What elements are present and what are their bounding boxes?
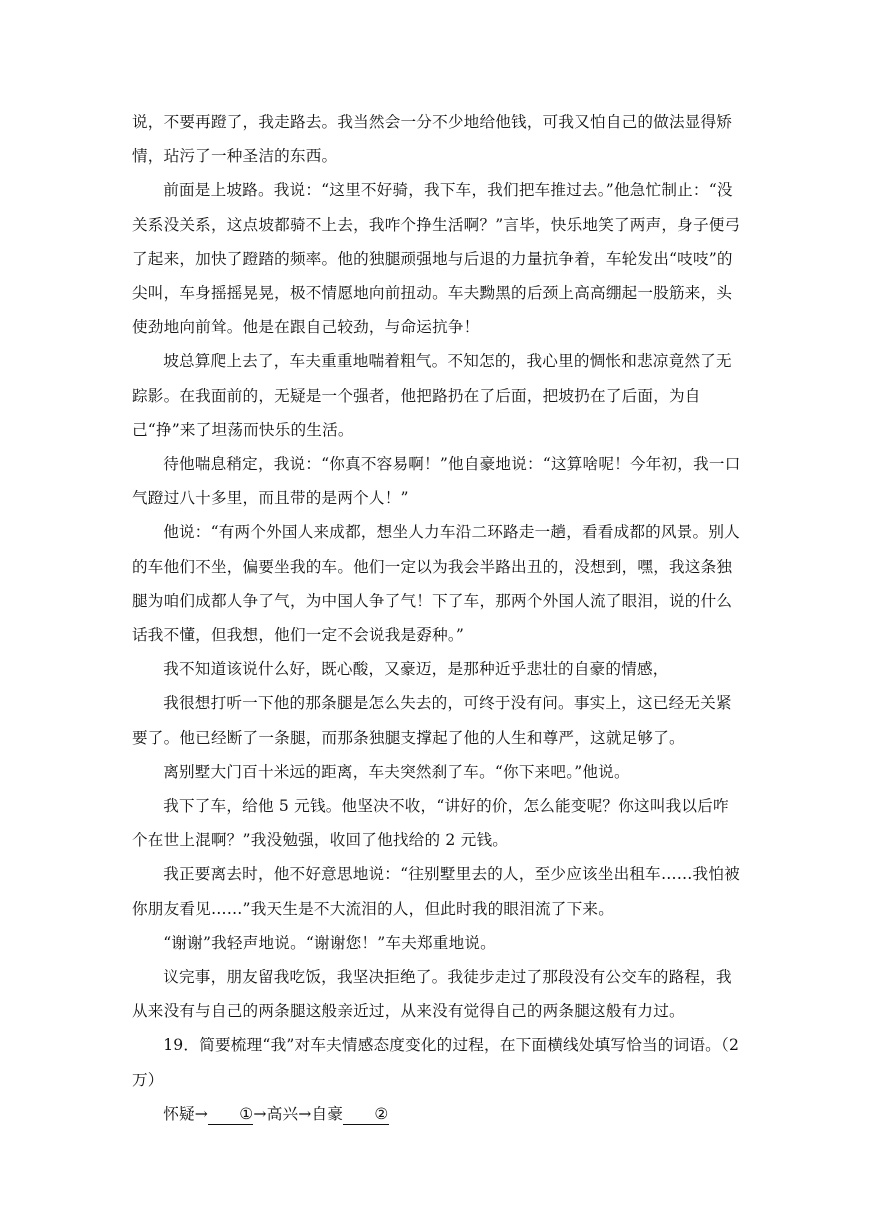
paragraph: 我下了车，给他 5 元钱。他坚决不收，“讲好的价，怎么能变呢？你这叫我以后咋个在世上混啊？”我没勉强，收回了他找给的 2 元钱。 [132,797,729,850]
paragraph: 议完事，朋友留我吃饭，我坚决拒绝了。我徒步走过了那段没有公交车的路程，我从来没有与自己的两条腿这般亲近过，从来没有觉得自己的两条腿这般有力过。 [132,968,732,1021]
paragraph: 前面是上坡路。我说：“这里不好骑，我下车，我们把车推过去。”他急忙制止：“没关系没关系，这点坡都骑不上去，我咋个挣生活啊？”言毕，快乐地笑了两声，身子便弓了起来，加快了蹬踏的频率。他的独腿顽强地与后退的力量抗争着，车轮发出“吱吱”的尖叫，车身摇摇晃晃，极不情愿地向前扭动。车夫黝黑的后颈上高高绷起一股筋来，头使劲地向前耸。他是在跟自己较劲，与命运抗争！ [132,181,741,337]
paragraph: 我不知道该说什么好，既心酸，又豪迈，是那种近乎悲壮的自豪的情感， [163,660,669,679]
answer-blank-1[interactable]: ① [208,1105,253,1125]
question-19: 19．简要梳理“我”对车夫情感态度变化的过程，在下面横线处填写恰当的词语。（2万） [132,1036,740,1089]
answer-chain [132,1097,742,1131]
paragraph: 我正要离去时，他不好意思地说：“往别墅里去的人，至少应该坐出租车……我怕被你朋友看见……”我天生是不大流泪的人，但此时我的眼泪流了下来。 [132,865,740,918]
paragraph: 待他喘息稍定，我说：“你真不容易啊！”他自豪地说：“这算啥呢！今年初，我一口气蹬过八十多里，而且带的是两个人！” [132,455,741,508]
paragraph: 我很想打听一下他的那条腿是怎么失去的，可终于没有问。事实上，这已经无关紧要了。他已经断了一条腿，而那条独腿支撑起了他的人生和尊严，这就足够了。 [132,694,732,747]
paragraph: 坡总算爬上去了，车夫重重地喘着粗气。不知怎的，我心里的惆怅和悲凉竟然了无踪影。在我面前的，无疑是一个强者，他把路扔在了后面，把坡扔在了后面，为自己“挣”来了坦荡而快乐的生活。 [132,352,732,439]
answer-middle: →高兴→自豪 [253,1104,344,1123]
article-body [132,105,742,1131]
paragraph: 离别墅大门百十米远的距离，车夫突然刹了车。“你下来吧。”他说。 [163,762,630,781]
paragraph: “谢谢”我轻声地说。“谢谢您！”车夫郑重地说。 [163,933,496,952]
answer-start: 怀疑→ [163,1104,209,1123]
paragraph: 他说：“有两个外国人来成都，想坐人力车沿二环路走一趟，看看成都的风景。别人的车他们不坐，偏要坐我的车。他们一定以为我会半路出丑的，没想到，嘿，我这条独腿为咱们成都人争了气，为中国人争了气！下了车，那两个外国人流了眼泪，说的什么话我不懂，但我想，他们一定不会说我是孬种。” [132,523,740,645]
answer-blank-2[interactable]: ② [343,1105,388,1125]
paragraph: 说，不要再蹬了，我走路去。我当然会一分不少地给他钱，可我又怕自己的做法显得矫情，玷污了一种圣洁的东西。 [132,113,733,166]
